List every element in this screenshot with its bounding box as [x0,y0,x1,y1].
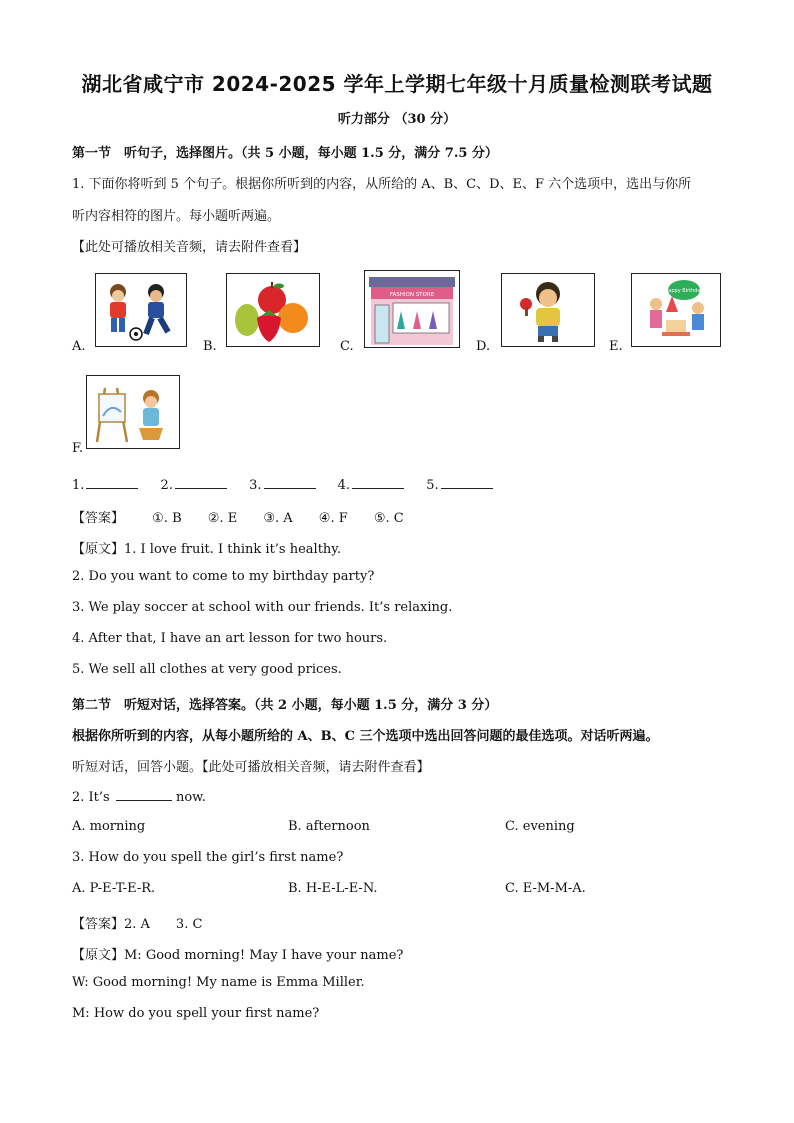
section1-heading: 第一节 听句子，选择图片。（共 5 小题，每小题 1.5 分，满分 7.5 分） [72,146,498,161]
blank-5[interactable] [441,476,493,489]
girl-painting-icon [87,376,179,448]
blank-1-label: 1. [72,478,85,493]
answer-tag: 【答案】 [72,511,125,526]
q3-option-c[interactable]: C. E-M-M-A. [505,881,586,896]
q2-option-b[interactable]: B. afternoon [288,819,370,834]
section2-answers: 【答案】2. A 3. C [72,917,203,932]
birthday-party-icon [632,274,720,346]
dialog-line: 【原文】M: Good morning! May I have your name? [72,948,404,963]
question-2 [72,788,206,805]
store-sign: FASHION STORE [389,292,435,298]
question-3: 3. How do you spell the girl’s first name? [72,850,344,865]
option-c-image[interactable] [364,270,460,348]
option-e-label: E. [609,339,623,354]
blank-3[interactable] [264,476,316,489]
option-c-label: C. [340,339,354,354]
option-d-label: D. [476,339,491,354]
script-line: 【原文】1. I love fruit. I think it’s healthy. [72,542,342,557]
section2-heading: 第二节 听短对话，选择答案。（共 2 小题，每小题 1.5 分，满分 3 分） [72,698,498,713]
option-f-label: F. [72,441,84,456]
option-a-image[interactable] [95,273,187,347]
option-d-image[interactable] [501,273,595,347]
q3-option-a[interactable]: A. P-E-T-E-R. [72,881,156,896]
birthday-bubble-text: Happy Birthday [664,288,704,294]
answer-5: ⑤. C [373,511,404,526]
audio-note[interactable]: 【此处可播放相关音频，请去附件查看】 [72,240,307,255]
blank-2[interactable] [175,476,227,489]
blank-4[interactable] [352,476,404,489]
answer-3: ③. A [263,511,293,526]
answer-2: ②. E [207,511,238,526]
answer-4: ④. F [318,511,348,526]
q2-option-c[interactable]: C. evening [505,819,575,834]
option-f-image[interactable] [86,375,180,449]
listening-part-subtitle: 听力部分 （30 分） [337,112,457,127]
blank-1[interactable] [86,476,138,489]
dialog-line: M: How do you spell your first name? [72,1006,320,1021]
option-a-label: A. [72,339,86,354]
q2-stem-before: 2. It’s [72,790,110,805]
blank-2-label: 2. [160,478,173,493]
section1-answers [72,507,404,526]
section2-instruction: 根据你所听到的内容，从每小题所给的 A、B、C 三个选项中选出回答问题的最佳选项。对话听两遍。 [72,729,659,744]
section1-instruction-cont: 听内容相符的图片。每小题听两遍。 [72,209,281,224]
q3-option-b[interactable]: B. H-E-L-E-N. [288,881,378,896]
script-line: 4. After that, I have an art lesson for two hours. [72,631,388,646]
fashion-store-icon [365,271,459,347]
kids-playing-soccer-icon [96,274,186,346]
q2-blank[interactable] [116,788,172,801]
q2-option-a[interactable]: A. morning [72,819,146,834]
option-e-image[interactable] [631,273,721,347]
script-line: 2. Do you want to come to my birthday party? [72,569,375,584]
blank-4-label: 4. [337,478,351,493]
fruit-icon [227,274,319,346]
answer-blanks-row [72,476,493,493]
page-title: 湖北省咸宁市 2024-2025 学年上学期七年级十月质量检测联考试题 [81,72,713,96]
dialog-line: W: Good morning! My name is Emma Miller. [72,975,365,990]
script-line: 5. We sell all clothes at very good prices. [72,662,342,677]
option-b-label: B. [203,339,217,354]
blank-3-label: 3. [249,478,262,493]
section2-lead[interactable]: 听短对话，回答小题。【此处可播放相关音频，请去附件查看】 [72,760,430,775]
q2-stem-after: now. [175,790,206,805]
script-line: 3. We play soccer at school with our friends. It’s relaxing. [72,600,453,615]
boy-playing-ping-pong-icon [502,274,594,346]
blank-5-label: 5. [426,478,439,493]
answer-1: ①. B [152,511,182,526]
section1-instruction: 1. 下面你将听到 5 个句子。根据你所听到的内容，从所给的 A、B、C、D、E、F 六个选项中，选出与你所 [72,177,692,192]
option-b-image[interactable] [226,273,320,347]
